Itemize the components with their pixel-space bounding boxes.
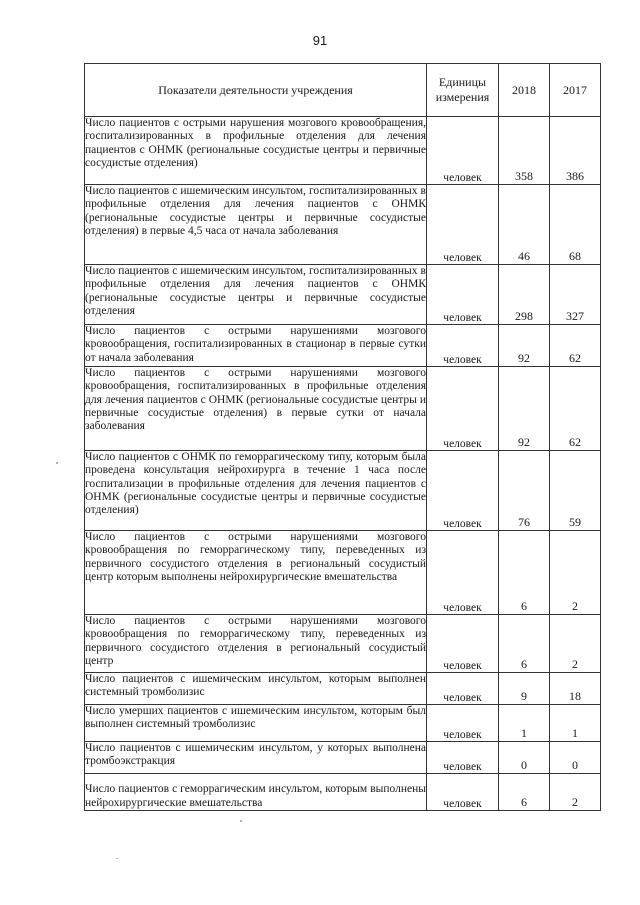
row-indicator: Число пациентов с ишемическим инсультом, у которых выполнена тромбоэкстракция [85, 742, 427, 774]
table-row [85, 531, 601, 615]
table-row [85, 325, 601, 367]
row-indicator: Число пациентов с ОНМК по геморрагическому типу, которым была проведена консультация нейрохирурга в течение 1 часа после госпитализации в профильные отделения для лечения пациентов с ОНМК (региональные сосудистые центры и первичные сосудистые отделения) [85, 451, 427, 531]
row-value-2018: 298 [499, 265, 550, 325]
table-row [85, 185, 601, 265]
table-row [85, 117, 601, 185]
row-unit: человек [427, 117, 499, 185]
header-unit: Единицы измерения [427, 64, 499, 117]
row-indicator: Число пациентов с острыми нарушениями мозгового кровообращения, госпитализированных в профильные отделения для лечения пациентов с ОНМК (региональные сосудистые центры и первичные сосудистые отделения) в первые сутки от начала заболевания [85, 367, 427, 451]
header-year-2018: 2018 [499, 64, 550, 117]
row-value-2017: 0 [550, 742, 601, 774]
row-indicator: Число пациентов с ишемическим инсультом, госпитализированных в профильные отделения для лечения пациентов с ОНМК (региональные сосудистые центры и первичные сосудистые отделения) в первые 4,5 часа от начала заболевания [85, 185, 427, 265]
row-value-2017: 2 [550, 774, 601, 811]
row-value-2017: 1 [550, 705, 601, 742]
row-indicator: Число пациентов с острыми нарушения мозгового кровообращения, госпитализированных в профильные отделения для лечения пациентов с ОНМК (региональные сосудистые центры и первичные сосудистые отделения) [85, 117, 427, 185]
table-row [85, 265, 601, 325]
row-indicator: Число пациентов с острыми нарушениями мозгового кровообращения по геморрагическому типу, переведенных из первичного сосудистого отделения в региональный сосудистый центр [85, 615, 427, 673]
scan-speck [116, 858, 118, 859]
page-number: 91 [312, 33, 328, 48]
table-row [85, 705, 601, 742]
row-indicator: Число пациентов с ишемическим инсультом, которым выполнен системный тромболизис [85, 673, 427, 705]
row-unit: человек [427, 705, 499, 742]
row-value-2018: 6 [499, 774, 550, 811]
scan-speck [240, 820, 242, 822]
row-value-2017: 62 [550, 367, 601, 451]
row-unit: человек [427, 531, 499, 615]
row-unit: человек [427, 774, 499, 811]
row-unit: человек [427, 265, 499, 325]
scan-speck [56, 462, 58, 464]
row-value-2017: 68 [550, 185, 601, 265]
table-row [85, 451, 601, 531]
row-value-2017: 2 [550, 531, 601, 615]
row-value-2018: 9 [499, 673, 550, 705]
row-value-2018: 358 [499, 117, 550, 185]
row-indicator: Число пациентов с геморрагическим инсультом, которым выполнены нейрохирургические вмешательства [85, 774, 427, 811]
row-value-2018: 6 [499, 615, 550, 673]
row-value-2017: 62 [550, 325, 601, 367]
row-value-2018: 6 [499, 531, 550, 615]
row-value-2018: 76 [499, 451, 550, 531]
row-indicator: Число пациентов с острыми нарушениями мозгового кровообращения по геморрагическому типу, переведенных из первичного сосудистого отделения в региональный сосудистый центр которым выполнены нейрохирургические вмешательства [85, 531, 427, 615]
row-unit: человек [427, 451, 499, 531]
indicators-table [84, 63, 601, 811]
row-value-2017: 2 [550, 615, 601, 673]
row-value-2018: 92 [499, 367, 550, 451]
header-indicator: Показатели деятельности учреждения [85, 64, 427, 117]
row-value-2017: 59 [550, 451, 601, 531]
row-value-2018: 0 [499, 742, 550, 774]
row-value-2018: 1 [499, 705, 550, 742]
table-row [85, 742, 601, 774]
table-header-row [85, 64, 601, 117]
row-unit: человек [427, 325, 499, 367]
row-unit: человек [427, 185, 499, 265]
row-indicator: Число пациентов с острыми нарушениями мозгового кровообращения, госпитализированных в стационар в первые сутки от начала заболевания [85, 325, 427, 367]
table-row [85, 367, 601, 451]
header-year-2017: 2017 [550, 64, 601, 117]
row-value-2017: 18 [550, 673, 601, 705]
row-value-2018: 92 [499, 325, 550, 367]
row-value-2017: 386 [550, 117, 601, 185]
row-indicator: Число пациентов с ишемическим инсультом, госпитализированных в профильные отделения для лечения пациентов с ОНМК (региональные сосудистые центры и первичные сосудистые отделения [85, 265, 427, 325]
row-unit: человек [427, 673, 499, 705]
row-indicator: Число умерших пациентов с ишемическим инсультом, которым был выполнен системный тромболизис [85, 705, 427, 742]
table-row [85, 615, 601, 673]
table-row [85, 673, 601, 705]
row-value-2018: 46 [499, 185, 550, 265]
row-unit: человек [427, 367, 499, 451]
row-unit: человек [427, 742, 499, 774]
table-row [85, 774, 601, 811]
row-unit: человек [427, 615, 499, 673]
row-value-2017: 327 [550, 265, 601, 325]
